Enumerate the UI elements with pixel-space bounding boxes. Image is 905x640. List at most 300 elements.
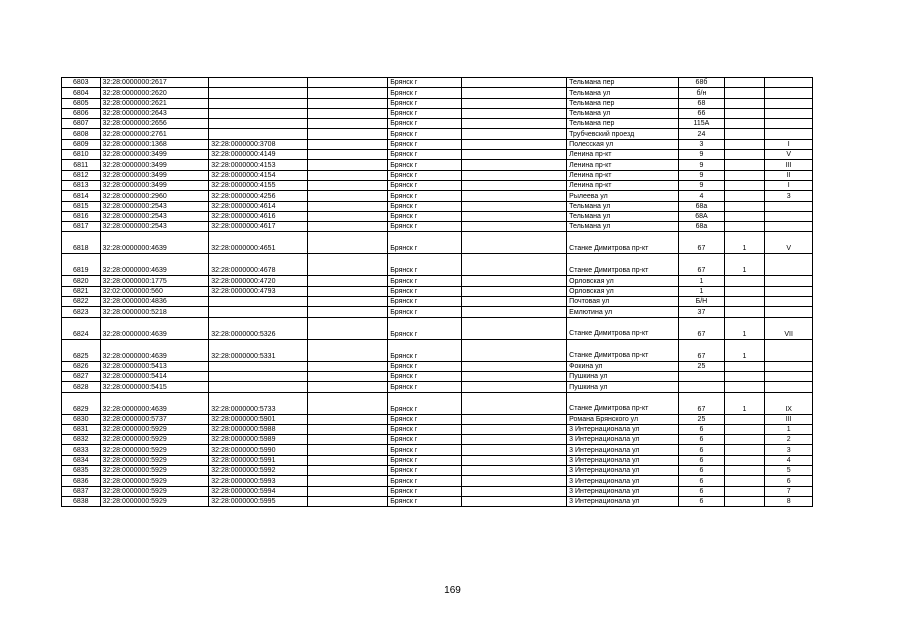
linked-cadastral-number-cell (209, 98, 308, 108)
linked-cadastral-number-cell (209, 382, 308, 392)
building-cell (724, 297, 765, 307)
cadastral-number-cell: 32:28:0000000:4639 (100, 392, 209, 414)
cadastral-number-cell: 32:28:0000000:2543 (100, 201, 209, 211)
blank-cell-cell (307, 78, 387, 88)
city-cell: Брянск г (388, 307, 462, 317)
blank-cell-cell (307, 211, 387, 221)
row-number-cell: 6804 (62, 88, 101, 98)
house-number-cell: 68А (679, 211, 724, 221)
cadastral-number-cell: 32:28:0000000:1368 (100, 139, 209, 149)
apartment-cell (765, 276, 813, 286)
cadastral-number-cell: 32:28:0000000:5218 (100, 307, 209, 317)
table-row (62, 276, 813, 286)
building-cell (724, 170, 765, 180)
linked-cadastral-number-cell (209, 307, 308, 317)
row-number-cell: 6837 (62, 486, 101, 496)
cadastral-number-cell: 32:28:0000000:1775 (100, 276, 209, 286)
cadastral-number-cell: 32:28:0000000:2960 (100, 191, 209, 201)
row-number-cell: 6823 (62, 307, 101, 317)
house-number-cell: 6 (679, 486, 724, 496)
city-cell: Брянск г (388, 361, 462, 371)
linked-cadastral-number-cell: 32:28:0000000:4154 (209, 170, 308, 180)
row-number-cell: 6803 (62, 78, 101, 88)
row-number-cell: 6812 (62, 170, 101, 180)
street-cell: Пушкина ул (567, 382, 679, 392)
blank-cell-cell (307, 455, 387, 465)
linked-cadastral-number-cell: 32:28:0000000:5331 (209, 339, 308, 361)
house-number-cell: 6 (679, 455, 724, 465)
cadastral-number-cell: 32:28:0000000:2543 (100, 222, 209, 232)
linked-cadastral-number-cell: 32:28:0000000:5989 (209, 435, 308, 445)
house-number-cell: 4 (679, 191, 724, 201)
cadastral-number-cell: 32:28:0000000:2617 (100, 78, 209, 88)
row-number-cell: 6824 (62, 317, 101, 339)
table-row (62, 180, 813, 190)
apartment-cell: II (765, 170, 813, 180)
building-cell (724, 445, 765, 455)
linked-cadastral-number-cell (209, 371, 308, 381)
street-cell: Тельмана ул (567, 201, 679, 211)
table-row (62, 339, 813, 361)
house-number-cell: 67 (679, 339, 724, 361)
cadastral-number-cell: 32:28:0000000:5415 (100, 382, 209, 392)
linked-cadastral-number-cell: 32:28:0000000:5995 (209, 496, 308, 506)
blank-cell-2-cell (461, 317, 566, 339)
cadastral-number-cell: 32:28:0000000:2621 (100, 98, 209, 108)
blank-cell-2-cell (461, 486, 566, 496)
apartment-cell: 3 (765, 191, 813, 201)
row-number-cell: 6818 (62, 232, 101, 254)
building-cell: 1 (724, 232, 765, 254)
city-cell: Брянск г (388, 88, 462, 98)
building-cell: 1 (724, 339, 765, 361)
building-cell (724, 211, 765, 221)
row-number-cell: 6822 (62, 297, 101, 307)
city-cell: Брянск г (388, 445, 462, 455)
building-cell (724, 222, 765, 232)
table-row (62, 222, 813, 232)
house-number-cell: 1 (679, 276, 724, 286)
city-cell: Брянск г (388, 496, 462, 506)
table-row (62, 371, 813, 381)
row-number-cell: 6813 (62, 180, 101, 190)
house-number-cell: 3 (679, 139, 724, 149)
blank-cell-2-cell (461, 297, 566, 307)
apartment-cell: III (765, 160, 813, 170)
blank-cell-2-cell (461, 339, 566, 361)
building-cell (724, 371, 765, 381)
cadastral-number-cell: 32:28:0000000:5929 (100, 466, 209, 476)
blank-cell-2-cell (461, 307, 566, 317)
table-row (62, 108, 813, 118)
blank-cell-cell (307, 201, 387, 211)
cadastral-number-cell: 32:28:0000000:4639 (100, 317, 209, 339)
apartment-cell (765, 88, 813, 98)
blank-cell-2-cell (461, 191, 566, 201)
row-number-cell: 6819 (62, 254, 101, 276)
table-row (62, 476, 813, 486)
cadastral-number-cell: 32:28:0000000:2656 (100, 119, 209, 129)
row-number-cell: 6811 (62, 160, 101, 170)
building-cell: 1 (724, 392, 765, 414)
cadastral-number-cell: 32:28:0000000:5414 (100, 371, 209, 381)
apartment-cell (765, 222, 813, 232)
linked-cadastral-number-cell (209, 78, 308, 88)
blank-cell-2-cell (461, 286, 566, 296)
blank-cell-2-cell (461, 371, 566, 381)
blank-cell-cell (307, 170, 387, 180)
street-cell: Ленина пр-кт (567, 150, 679, 160)
building-cell (724, 78, 765, 88)
row-number-cell: 6817 (62, 222, 101, 232)
row-number-cell: 6834 (62, 455, 101, 465)
house-number-cell: 6 (679, 496, 724, 506)
row-number-cell: 6810 (62, 150, 101, 160)
apartment-cell (765, 339, 813, 361)
row-number-cell: 6835 (62, 466, 101, 476)
blank-cell-cell (307, 180, 387, 190)
street-cell: Станке Димитрова пр-кт (567, 392, 679, 414)
blank-cell-2-cell (461, 455, 566, 465)
building-cell (724, 496, 765, 506)
cadastral-number-cell: 32:28:0000000:5929 (100, 455, 209, 465)
building-cell (724, 424, 765, 434)
row-number-cell: 6814 (62, 191, 101, 201)
blank-cell-2-cell (461, 160, 566, 170)
blank-cell-cell (307, 445, 387, 455)
table-row (62, 297, 813, 307)
table-row (62, 466, 813, 476)
table-row (62, 88, 813, 98)
city-cell: Брянск г (388, 339, 462, 361)
city-cell: Брянск г (388, 254, 462, 276)
blank-cell-cell (307, 276, 387, 286)
blank-cell-cell (307, 98, 387, 108)
linked-cadastral-number-cell: 32:28:0000000:3708 (209, 139, 308, 149)
table-body (62, 78, 813, 507)
row-number-cell: 6836 (62, 476, 101, 486)
street-cell: Трубчевский проезд (567, 129, 679, 139)
city-cell: Брянск г (388, 139, 462, 149)
building-cell (724, 191, 765, 201)
cadastral-number-cell: 32:28:0000000:4639 (100, 339, 209, 361)
apartment-cell (765, 254, 813, 276)
city-cell: Брянск г (388, 191, 462, 201)
row-number-cell: 6832 (62, 435, 101, 445)
table-row (62, 445, 813, 455)
blank-cell-cell (307, 286, 387, 296)
apartment-cell: 4 (765, 455, 813, 465)
blank-cell-cell (307, 435, 387, 445)
linked-cadastral-number-cell (209, 297, 308, 307)
linked-cadastral-number-cell (209, 88, 308, 98)
blank-cell-2-cell (461, 496, 566, 506)
table-row (62, 232, 813, 254)
blank-cell-2-cell (461, 435, 566, 445)
blank-cell-2-cell (461, 88, 566, 98)
blank-cell-cell (307, 339, 387, 361)
building-cell (724, 119, 765, 129)
building-cell (724, 201, 765, 211)
street-cell: 3 Интернационала ул (567, 424, 679, 434)
blank-cell-cell (307, 476, 387, 486)
house-number-cell: 9 (679, 170, 724, 180)
linked-cadastral-number-cell: 32:28:0000000:5992 (209, 466, 308, 476)
table-row (62, 78, 813, 88)
cadastral-number-cell: 32:28:0000000:2643 (100, 108, 209, 118)
table-row (62, 424, 813, 434)
city-cell: Брянск г (388, 119, 462, 129)
city-cell: Брянск г (388, 392, 462, 414)
street-cell: Тельмана ул (567, 88, 679, 98)
table-row (62, 254, 813, 276)
street-cell: 3 Интернационала ул (567, 445, 679, 455)
blank-cell-2-cell (461, 98, 566, 108)
apartment-cell (765, 371, 813, 381)
apartment-cell: 6 (765, 476, 813, 486)
linked-cadastral-number-cell: 32:28:0000000:4153 (209, 160, 308, 170)
blank-cell-cell (307, 129, 387, 139)
city-cell: Брянск г (388, 129, 462, 139)
blank-cell-cell (307, 466, 387, 476)
row-number-cell: 6805 (62, 98, 101, 108)
building-cell (724, 455, 765, 465)
city-cell: Брянск г (388, 78, 462, 88)
row-number-cell: 6816 (62, 211, 101, 221)
table-row (62, 150, 813, 160)
apartment-cell (765, 211, 813, 221)
house-number-cell: 67 (679, 392, 724, 414)
city-cell: Брянск г (388, 201, 462, 211)
cadastral-number-cell: 32:28:0000000:5929 (100, 424, 209, 434)
apartment-cell: 7 (765, 486, 813, 496)
apartment-cell (765, 98, 813, 108)
cadastral-number-cell: 32:28:0000000:2761 (100, 129, 209, 139)
street-cell: Тельмана ул (567, 108, 679, 118)
house-number-cell: 6 (679, 435, 724, 445)
city-cell: Брянск г (388, 232, 462, 254)
apartment-cell (765, 108, 813, 118)
blank-cell-cell (307, 222, 387, 232)
apartment-cell: V (765, 232, 813, 254)
house-number-cell: 6 (679, 466, 724, 476)
table-row (62, 191, 813, 201)
blank-cell-2-cell (461, 150, 566, 160)
building-cell (724, 286, 765, 296)
table-row (62, 496, 813, 506)
linked-cadastral-number-cell: 32:28:0000000:5991 (209, 455, 308, 465)
street-cell: Тельмана пер (567, 98, 679, 108)
blank-cell-cell (307, 361, 387, 371)
building-cell (724, 276, 765, 286)
cadastral-number-cell: 32:28:0000000:4836 (100, 297, 209, 307)
row-number-cell: 6808 (62, 129, 101, 139)
linked-cadastral-number-cell: 32:28:0000000:4617 (209, 222, 308, 232)
apartment-cell: III (765, 414, 813, 424)
building-cell (724, 382, 765, 392)
street-cell: Фокина ул (567, 361, 679, 371)
blank-cell-cell (307, 150, 387, 160)
table-row (62, 286, 813, 296)
blank-cell-cell (307, 88, 387, 98)
building-cell (724, 486, 765, 496)
street-cell: 3 Интернационала ул (567, 466, 679, 476)
blank-cell-2-cell (461, 392, 566, 414)
cadastral-number-cell: 32:28:0000000:3499 (100, 180, 209, 190)
city-cell: Брянск г (388, 108, 462, 118)
apartment-cell (765, 201, 813, 211)
house-number-cell: 68а (679, 222, 724, 232)
blank-cell-cell (307, 496, 387, 506)
blank-cell-cell (307, 232, 387, 254)
blank-cell-2-cell (461, 445, 566, 455)
linked-cadastral-number-cell: 32:28:0000000:5901 (209, 414, 308, 424)
row-number-cell: 6828 (62, 382, 101, 392)
apartment-cell (765, 307, 813, 317)
city-cell: Брянск г (388, 98, 462, 108)
street-cell: Ленина пр-кт (567, 180, 679, 190)
blank-cell-2-cell (461, 232, 566, 254)
street-cell: Орловская ул (567, 286, 679, 296)
street-cell: Тельмана пер (567, 78, 679, 88)
street-cell: Станке Димитрова пр-кт (567, 232, 679, 254)
city-cell: Брянск г (388, 455, 462, 465)
blank-cell-2-cell (461, 129, 566, 139)
linked-cadastral-number-cell: 32:28:0000000:4616 (209, 211, 308, 221)
linked-cadastral-number-cell: 32:28:0000000:5326 (209, 317, 308, 339)
building-cell (724, 435, 765, 445)
row-number-cell: 6815 (62, 201, 101, 211)
linked-cadastral-number-cell (209, 361, 308, 371)
blank-cell-2-cell (461, 139, 566, 149)
blank-cell-cell (307, 317, 387, 339)
blank-cell-2-cell (461, 276, 566, 286)
house-number-cell: 115А (679, 119, 724, 129)
building-cell (724, 361, 765, 371)
cadastral-number-cell: 32:28:0000000:5929 (100, 445, 209, 455)
street-cell: Романа Брянского ул (567, 414, 679, 424)
apartment-cell: 3 (765, 445, 813, 455)
apartment-cell (765, 78, 813, 88)
house-number-cell: Б/Н (679, 297, 724, 307)
apartment-cell (765, 129, 813, 139)
row-number-cell: 6827 (62, 371, 101, 381)
street-cell: Рылеева ул (567, 191, 679, 201)
row-number-cell: 6820 (62, 276, 101, 286)
blank-cell-2-cell (461, 466, 566, 476)
blank-cell-cell (307, 191, 387, 201)
building-cell (724, 98, 765, 108)
city-cell: Брянск г (388, 317, 462, 339)
building-cell (724, 88, 765, 98)
house-number-cell (679, 371, 724, 381)
table-row (62, 317, 813, 339)
street-cell: Ленина пр-кт (567, 170, 679, 180)
cadastral-number-cell: 32:02:0000000:560 (100, 286, 209, 296)
row-number-cell: 6807 (62, 119, 101, 129)
blank-cell-2-cell (461, 201, 566, 211)
building-cell (724, 466, 765, 476)
cadastral-number-cell: 32:28:0000000:5929 (100, 435, 209, 445)
blank-cell-cell (307, 307, 387, 317)
blank-cell-2-cell (461, 222, 566, 232)
table-row (62, 455, 813, 465)
table-row (62, 361, 813, 371)
street-cell: Станке Димитрова пр-кт (567, 254, 679, 276)
linked-cadastral-number-cell: 32:28:0000000:4149 (209, 150, 308, 160)
row-number-cell: 6825 (62, 339, 101, 361)
table-row (62, 382, 813, 392)
blank-cell-cell (307, 254, 387, 276)
cadastral-number-cell: 32:28:0000000:5929 (100, 496, 209, 506)
house-number-cell: 25 (679, 414, 724, 424)
row-number-cell: 6806 (62, 108, 101, 118)
linked-cadastral-number-cell: 32:28:0000000:4614 (209, 201, 308, 211)
table-row (62, 160, 813, 170)
linked-cadastral-number-cell: 32:28:0000000:4720 (209, 276, 308, 286)
city-cell: Брянск г (388, 371, 462, 381)
blank-cell-2-cell (461, 361, 566, 371)
house-number-cell: 67 (679, 254, 724, 276)
linked-cadastral-number-cell: 32:28:0000000:4155 (209, 180, 308, 190)
street-cell: Полесская ул (567, 139, 679, 149)
table-row (62, 201, 813, 211)
city-cell: Брянск г (388, 382, 462, 392)
cadastral-number-cell: 32:28:0000000:5413 (100, 361, 209, 371)
blank-cell-cell (307, 139, 387, 149)
building-cell (724, 180, 765, 190)
linked-cadastral-number-cell: 32:28:0000000:5994 (209, 486, 308, 496)
apartment-cell: IX (765, 392, 813, 414)
house-number-cell: 68а (679, 201, 724, 211)
city-cell: Брянск г (388, 424, 462, 434)
cadastral-number-cell: 32:28:0000000:2620 (100, 88, 209, 98)
city-cell: Брянск г (388, 466, 462, 476)
blank-cell-2-cell (461, 78, 566, 88)
street-cell: Тельмана ул (567, 211, 679, 221)
street-cell: Станке Димитрова пр-кт (567, 317, 679, 339)
street-cell: Ленина пр-кт (567, 160, 679, 170)
blank-cell-cell (307, 424, 387, 434)
blank-cell-2-cell (461, 424, 566, 434)
linked-cadastral-number-cell: 32:28:0000000:5733 (209, 392, 308, 414)
row-number-cell: 6830 (62, 414, 101, 424)
building-cell (724, 129, 765, 139)
city-cell: Брянск г (388, 414, 462, 424)
apartment-cell: 2 (765, 435, 813, 445)
blank-cell-cell (307, 119, 387, 129)
linked-cadastral-number-cell: 32:28:0000000:4256 (209, 191, 308, 201)
linked-cadastral-number-cell: 32:28:0000000:4651 (209, 232, 308, 254)
cadastral-number-cell: 32:28:0000000:5737 (100, 414, 209, 424)
apartment-cell (765, 119, 813, 129)
linked-cadastral-number-cell: 32:28:0000000:4678 (209, 254, 308, 276)
blank-cell-2-cell (461, 170, 566, 180)
row-number-cell: 6809 (62, 139, 101, 149)
city-cell: Брянск г (388, 222, 462, 232)
city-cell: Брянск г (388, 435, 462, 445)
building-cell (724, 150, 765, 160)
cadastral-number-cell: 32:28:0000000:5929 (100, 476, 209, 486)
cadastral-number-cell: 32:28:0000000:4639 (100, 232, 209, 254)
row-number-cell: 6829 (62, 392, 101, 414)
apartment-cell (765, 361, 813, 371)
blank-cell-2-cell (461, 476, 566, 486)
house-number-cell: 1 (679, 286, 724, 296)
street-cell: Пушкина ул (567, 371, 679, 381)
cadastral-number-cell: 32:28:0000000:3499 (100, 170, 209, 180)
city-cell: Брянск г (388, 276, 462, 286)
